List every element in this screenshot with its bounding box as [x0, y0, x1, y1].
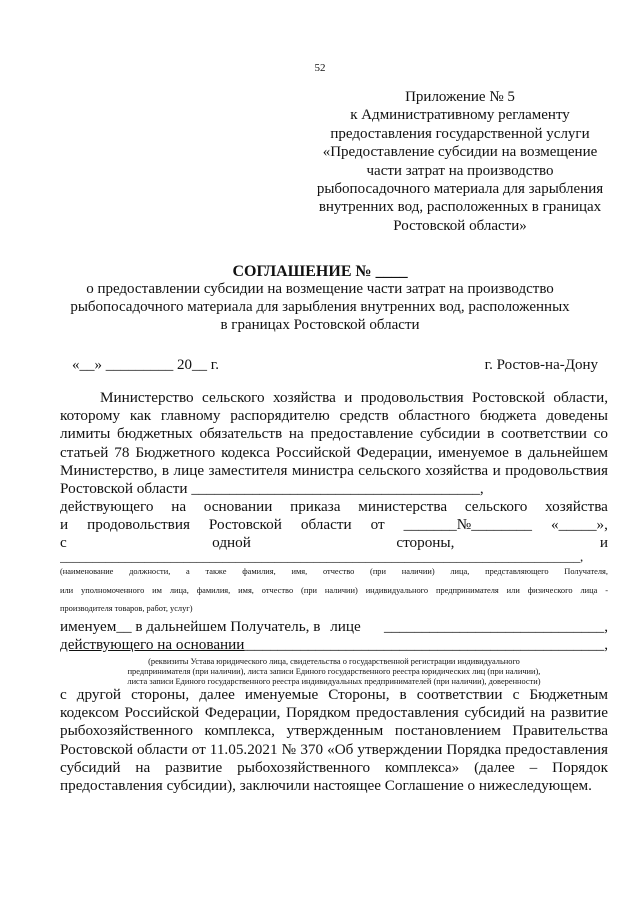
agreement-place: г. Ростов-на-Дону: [484, 357, 598, 373]
word: сельского: [464, 498, 528, 515]
basis-text: действующего на основании: [60, 636, 245, 653]
subtitle-line: рыбопосадочного материала для зарыбления внутренних вод, расположенных: [70, 299, 570, 315]
word: одной: [212, 534, 251, 551]
acting-line: [60, 498, 608, 516]
annex-line: рыбопосадочного материала для зарыбления: [316, 181, 604, 198]
annex-line: предоставления государственной услуги: [330, 125, 590, 142]
agreement-date: «__» _________ 20__ г.: [72, 357, 219, 373]
footnote-line: (реквизиты Устава юридического лица, свидетельства о государственной регистрации индивидуального: [148, 657, 520, 666]
representative-blank: _____________________________,: [383, 618, 608, 635]
agreement-title: СОГЛАШЕНИЕ № ____: [232, 263, 408, 280]
footnote-line: листа записи Единого государственного реестра индивидуальных предпринимателей (при наличии), доверенности): [127, 677, 541, 686]
word: и: [60, 516, 69, 533]
subtitle-line: в границах Ростовской области: [220, 317, 420, 333]
order-date-blank: «_____»,: [550, 516, 608, 533]
word: от: [370, 516, 385, 533]
word: и: [599, 534, 608, 551]
word: приказа: [290, 498, 341, 515]
order-number-blank: _______№________: [403, 516, 532, 533]
named-text: именуем__ в дальнейшем Получатель, в: [60, 618, 321, 635]
word: Ростовской: [208, 516, 282, 533]
word: хозяйства: [545, 498, 608, 515]
annex-line: части затрат на производство: [366, 162, 554, 179]
word: действующего: [60, 498, 154, 515]
main-paragraph: с другой стороны, далее именуемые Стороны, в соответствии с Бюджетным кодексом Российской Федерации, Порядком предоставления субсидий на развитие рыбохозяйственного комплекса, утвержденным постановлением Правительства Ростовской области от 11.05.2021 № 370 «Об утверждении Порядка предоставления субсидий на развитие рыбохозяйственного комплекса» (далее – Порядок предоставления субсидии), заключили настоящее Соглашение о нижеследующем.: [60, 686, 608, 795]
agreement-subtitle: [60, 280, 580, 334]
word: области: [300, 516, 352, 533]
word: стороны,: [396, 534, 455, 551]
named-person: лице: [330, 618, 361, 635]
ministry-order-line: [60, 516, 608, 534]
subtitle-line: о предоставлении субсидии на возмещение части затрат на производство: [86, 281, 554, 297]
date-place-line: [72, 357, 598, 374]
word: основании: [203, 498, 273, 515]
word: на: [171, 498, 187, 515]
annex-line: внутренних вод, расположенных в границах: [318, 199, 602, 216]
annex-header: [290, 88, 630, 235]
recipient-named-line: [60, 618, 608, 636]
word: продовольствия: [87, 516, 190, 533]
intro-paragraph: Министерство сельского хозяйства и продовольствия Ростовской области, которому как главному распорядителю средств областного бюджета доведены лимиты бюджетных обязательств на предоставление субсидии в соответствии со статьей 78 Бюджетного кодекса Российской Федерации, именуемое в дальнейшем Министерство, в лице заместителя министра сельского хозяйства и продовольствия Ростовской области ______________________________________,: [60, 389, 608, 498]
annex-line: Ростовской области»: [393, 217, 527, 234]
annex-line: Приложение № 5: [405, 89, 515, 105]
footnote-line: предпринимателя (при наличии), листа записи Единого государственного реестра юридических лиц (при наличии),: [127, 667, 541, 676]
basis-blank: _____________________________________________________,: [201, 636, 608, 653]
annex-line: «Предоставление субсидии на возмещение: [322, 144, 598, 161]
word: с: [60, 534, 67, 551]
annex-line: к Административному регламенту: [350, 107, 570, 124]
footnote-line: (наименование должности, а также фамилия, имя, отчество (при наличии) лица, представляющего Получателя,: [60, 567, 608, 576]
word: министерства: [358, 498, 448, 515]
footnote-line: или уполномоченного им лица, фамилия, имя, отчество (при наличии) индивидуального предпринимателя или физического лица -: [60, 586, 608, 595]
basis-line: [60, 636, 608, 654]
page-number: 52: [314, 62, 326, 74]
recipient-blank-line: ________________________________________________________________________________,: [60, 549, 584, 564]
footnote-line: производителя товаров, работ, услуг): [60, 604, 193, 613]
